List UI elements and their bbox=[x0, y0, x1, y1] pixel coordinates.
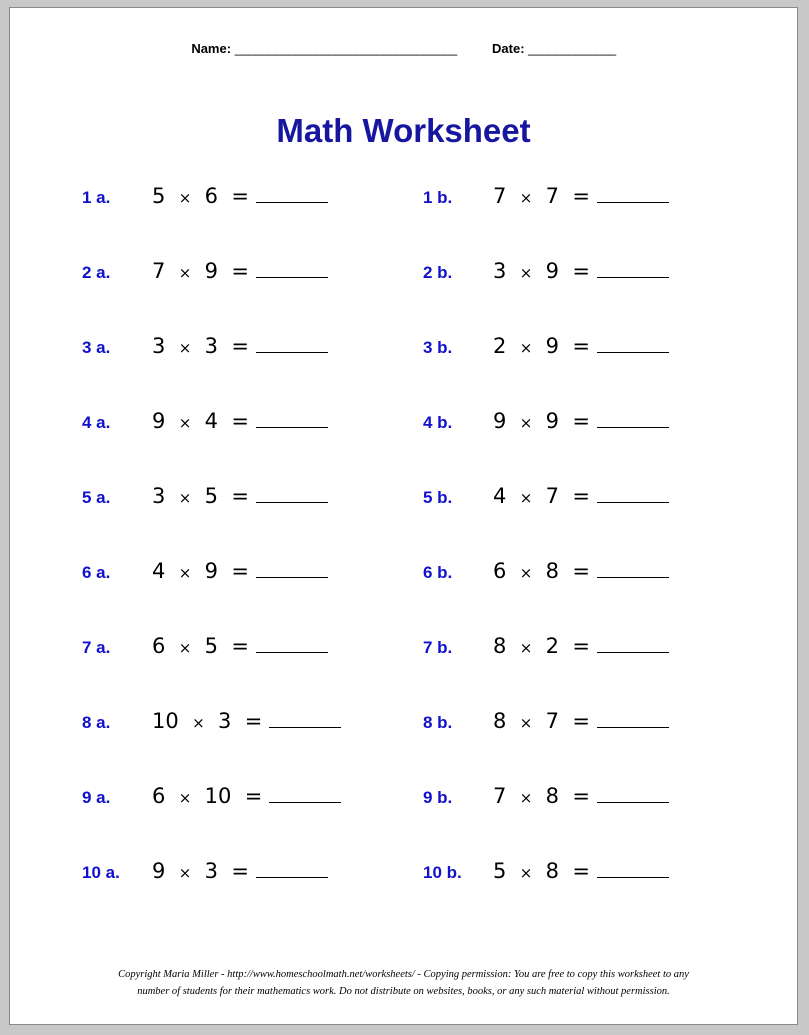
problem-label: 4 a. bbox=[82, 413, 111, 432]
footer-line-1: Copyright Maria Miller - http://www.homeschoolmath.net/worksheets/ - Copying permission: You are free to copy this worksheet to any bbox=[118, 969, 689, 981]
footer-line-2: number of students for their mathematics work. Do not distribute on websites, books, or any such material without permission. bbox=[137, 985, 670, 997]
problem-row bbox=[10, 859, 797, 934]
problem-item bbox=[82, 184, 422, 224]
problem-item bbox=[423, 484, 763, 524]
multiply-icon: × bbox=[519, 489, 533, 507]
multiply-icon: × bbox=[178, 864, 192, 882]
problem-row bbox=[10, 334, 797, 409]
equals-sign: = bbox=[572, 859, 591, 883]
problem-label: 8 a. bbox=[82, 713, 111, 732]
operand-a: 9 bbox=[493, 409, 507, 433]
multiply-icon: × bbox=[178, 264, 192, 282]
operand-b: 7 bbox=[545, 484, 560, 508]
problem-label: 1 a. bbox=[82, 188, 111, 207]
multiply-icon: × bbox=[192, 714, 205, 732]
date-label: Date: bbox=[492, 41, 525, 56]
equals-sign: = bbox=[572, 559, 591, 583]
problem-row bbox=[10, 709, 797, 784]
operand-a: 7 bbox=[152, 259, 166, 283]
problem-expression bbox=[493, 334, 669, 358]
problem-item bbox=[423, 184, 763, 224]
problem-item bbox=[423, 634, 763, 674]
equals-sign: = bbox=[244, 709, 263, 733]
answer-blank[interactable] bbox=[597, 560, 669, 578]
problem-row bbox=[10, 484, 797, 559]
problem-item bbox=[423, 859, 763, 899]
problem-label: 10 b. bbox=[423, 863, 462, 882]
operand-a: 4 bbox=[152, 559, 166, 583]
operand-b: 4 bbox=[204, 409, 219, 433]
problem-expression bbox=[152, 634, 328, 658]
problem-expression bbox=[152, 259, 328, 283]
answer-blank[interactable] bbox=[256, 185, 328, 203]
operand-a: 10 bbox=[152, 709, 179, 733]
operand-b: 7 bbox=[545, 184, 560, 208]
operand-b: 5 bbox=[204, 484, 219, 508]
multiply-icon: × bbox=[519, 564, 533, 582]
problem-expression bbox=[152, 334, 328, 358]
answer-blank[interactable] bbox=[597, 635, 669, 653]
multiply-icon: × bbox=[519, 189, 533, 207]
date-blank[interactable]: _____________ bbox=[528, 41, 616, 56]
problem-item bbox=[82, 559, 422, 599]
problem-item bbox=[423, 784, 763, 824]
operand-b: 9 bbox=[204, 259, 219, 283]
operand-a: 6 bbox=[152, 784, 166, 808]
problem-label: 1 b. bbox=[423, 188, 453, 207]
problem-item bbox=[82, 259, 422, 299]
operand-a: 7 bbox=[493, 184, 507, 208]
operand-b: 8 bbox=[545, 859, 560, 883]
answer-blank[interactable] bbox=[597, 485, 669, 503]
problem-label: 6 a. bbox=[82, 563, 111, 582]
problem-expression bbox=[152, 484, 328, 508]
equals-sign: = bbox=[572, 259, 591, 283]
equals-sign: = bbox=[572, 409, 591, 433]
multiply-icon: × bbox=[178, 189, 192, 207]
operand-a: 2 bbox=[493, 334, 507, 358]
answer-blank[interactable] bbox=[597, 410, 669, 428]
problem-label: 2 a. bbox=[82, 263, 111, 282]
equals-sign: = bbox=[572, 709, 591, 733]
problem-row bbox=[10, 634, 797, 709]
worksheet-page bbox=[9, 7, 798, 1025]
multiply-icon: × bbox=[519, 864, 533, 882]
operand-b: 7 bbox=[545, 709, 560, 733]
problem-expression bbox=[152, 709, 341, 733]
multiply-icon: × bbox=[178, 339, 192, 357]
equals-sign: = bbox=[572, 484, 591, 508]
problem-label: 5 b. bbox=[423, 488, 453, 507]
operand-a: 3 bbox=[493, 259, 507, 283]
answer-blank[interactable] bbox=[597, 710, 669, 728]
problem-expression bbox=[493, 784, 669, 808]
problem-item bbox=[82, 634, 422, 674]
problem-label: 3 a. bbox=[82, 338, 111, 357]
operand-a: 8 bbox=[493, 634, 507, 658]
multiply-icon: × bbox=[519, 714, 533, 732]
multiply-icon: × bbox=[519, 639, 533, 657]
answer-blank[interactable] bbox=[256, 335, 328, 353]
problem-item bbox=[82, 859, 422, 899]
operand-b: 9 bbox=[545, 409, 560, 433]
operand-a: 3 bbox=[152, 334, 166, 358]
problem-label: 10 a. bbox=[82, 863, 120, 882]
answer-blank[interactable] bbox=[256, 485, 328, 503]
answer-blank[interactable] bbox=[597, 785, 669, 803]
equals-sign: = bbox=[231, 409, 250, 433]
problem-expression bbox=[152, 784, 341, 808]
equals-sign: = bbox=[231, 559, 250, 583]
problem-grid bbox=[10, 184, 797, 934]
multiply-icon: × bbox=[178, 489, 192, 507]
multiply-icon: × bbox=[178, 564, 192, 582]
operand-b: 8 bbox=[545, 559, 560, 583]
problem-label: 5 a. bbox=[82, 488, 111, 507]
problem-expression bbox=[493, 184, 669, 208]
answer-blank[interactable] bbox=[256, 560, 328, 578]
problem-label: 7 b. bbox=[423, 638, 453, 657]
problem-expression bbox=[493, 259, 669, 283]
equals-sign: = bbox=[231, 184, 250, 208]
multiply-icon: × bbox=[519, 789, 533, 807]
answer-blank[interactable] bbox=[597, 185, 669, 203]
answer-blank[interactable] bbox=[269, 710, 341, 728]
problem-label: 2 b. bbox=[423, 263, 453, 282]
operand-b: 3 bbox=[204, 334, 219, 358]
operand-a: 6 bbox=[493, 559, 507, 583]
equals-sign: = bbox=[231, 259, 250, 283]
problem-item bbox=[82, 334, 422, 374]
problem-label: 9 a. bbox=[82, 788, 111, 807]
equals-sign: = bbox=[572, 184, 591, 208]
problem-expression bbox=[152, 184, 328, 208]
answer-blank[interactable] bbox=[256, 410, 328, 428]
problem-label: 8 b. bbox=[423, 713, 453, 732]
answer-blank[interactable] bbox=[269, 785, 341, 803]
problem-item bbox=[423, 559, 763, 599]
problem-label: 3 b. bbox=[423, 338, 453, 357]
operand-b: 9 bbox=[204, 559, 219, 583]
operand-b: 3 bbox=[218, 709, 232, 733]
operand-a: 8 bbox=[493, 709, 507, 733]
name-blank[interactable]: _________________________________ bbox=[234, 41, 457, 56]
page-title: Math Worksheet bbox=[276, 112, 531, 149]
problem-item bbox=[82, 784, 422, 824]
problem-expression bbox=[152, 409, 328, 433]
problem-item bbox=[423, 409, 763, 449]
operand-a: 4 bbox=[493, 484, 507, 508]
operand-a: 5 bbox=[493, 859, 507, 883]
operand-a: 5 bbox=[152, 184, 166, 208]
equals-sign: = bbox=[231, 334, 250, 358]
multiply-icon: × bbox=[519, 414, 533, 432]
name-date-header bbox=[10, 41, 797, 56]
problem-expression bbox=[493, 709, 669, 733]
problem-expression bbox=[493, 484, 669, 508]
problem-expression bbox=[493, 559, 669, 583]
problem-label: 4 b. bbox=[423, 413, 453, 432]
problem-expression bbox=[493, 634, 669, 658]
problem-row bbox=[10, 184, 797, 259]
problem-expression bbox=[493, 409, 669, 433]
problem-label: 7 a. bbox=[82, 638, 111, 657]
operand-b: 5 bbox=[204, 634, 219, 658]
operand-a: 3 bbox=[152, 484, 166, 508]
equals-sign: = bbox=[572, 334, 591, 358]
problem-item bbox=[82, 709, 422, 749]
copyright-footer bbox=[10, 967, 797, 1000]
problem-item bbox=[423, 709, 763, 749]
multiply-icon: × bbox=[519, 339, 533, 357]
operand-b: 2 bbox=[545, 634, 560, 658]
multiply-icon: × bbox=[178, 414, 192, 432]
operand-a: 6 bbox=[152, 634, 166, 658]
operand-b: 6 bbox=[204, 184, 219, 208]
answer-blank[interactable] bbox=[256, 860, 328, 878]
operand-b: 3 bbox=[204, 859, 219, 883]
answer-blank[interactable] bbox=[597, 860, 669, 878]
problem-row bbox=[10, 259, 797, 334]
equals-sign: = bbox=[572, 784, 591, 808]
problem-item bbox=[82, 409, 422, 449]
multiply-icon: × bbox=[178, 639, 192, 657]
operand-b: 9 bbox=[545, 334, 560, 358]
problem-row bbox=[10, 559, 797, 634]
problem-item bbox=[423, 259, 763, 299]
equals-sign: = bbox=[231, 634, 250, 658]
equals-sign: = bbox=[231, 484, 250, 508]
equals-sign: = bbox=[231, 859, 250, 883]
equals-sign: = bbox=[244, 784, 263, 808]
answer-blank[interactable] bbox=[256, 260, 328, 278]
operand-a: 9 bbox=[152, 409, 166, 433]
multiply-icon: × bbox=[178, 789, 192, 807]
problem-label: 6 b. bbox=[423, 563, 453, 582]
problem-expression bbox=[493, 859, 669, 883]
problem-row bbox=[10, 409, 797, 484]
operand-b: 8 bbox=[545, 784, 560, 808]
problem-expression bbox=[152, 859, 328, 883]
equals-sign: = bbox=[572, 634, 591, 658]
answer-blank[interactable] bbox=[256, 635, 328, 653]
operand-b: 10 bbox=[204, 784, 232, 808]
problem-item bbox=[82, 484, 422, 524]
name-label: Name: bbox=[191, 41, 232, 56]
problem-label: 9 b. bbox=[423, 788, 453, 807]
problem-row bbox=[10, 784, 797, 859]
answer-blank[interactable] bbox=[597, 335, 669, 353]
problem-item bbox=[423, 334, 763, 374]
answer-blank[interactable] bbox=[597, 260, 669, 278]
operand-b: 9 bbox=[545, 259, 560, 283]
operand-a: 7 bbox=[493, 784, 507, 808]
problem-expression bbox=[152, 559, 328, 583]
operand-a: 9 bbox=[152, 859, 166, 883]
multiply-icon: × bbox=[519, 264, 533, 282]
